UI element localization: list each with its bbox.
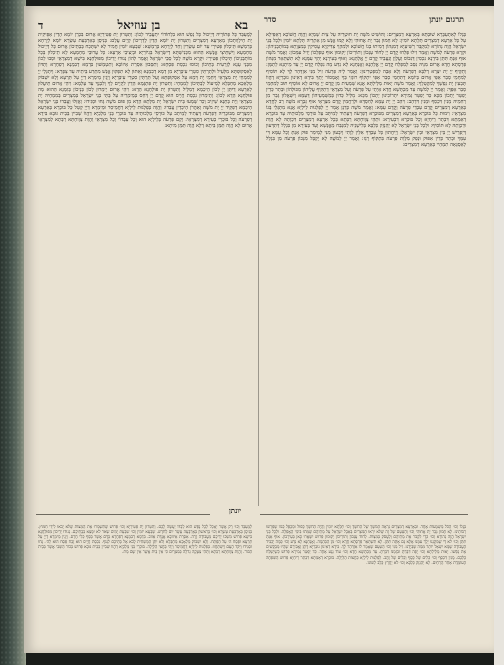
header-author: בן עוזיאל	[117, 18, 161, 32]
header-section: סדר	[264, 14, 277, 24]
book-binding	[0, 0, 26, 665]
commentary-right-column: בְּגָלוֹ וְכוּ׳ הַכֹּל מַשְׁמָעוֹת אֶחָד. וּבְאַרְעָא דְמִצְרַיִם נִרְאֶה הַמֹּשֶׁךְ שֶׁל הַחֹשֶׁךְ וְכוּ׳ תְּלָתָא יוֹמִין וְהָיָה הַחֹשֶׁךְ כָּפוּל וּמְכֻפָּל כְּמוֹ שֶׁפֵּרְשׁוּ רַבּוֹתֵינוּ. לָא חָמוּן גְּבַר יָת אֲחוּהִי וְכוּ׳ וְהַטַּעַם שֶׁל זֶה שֶׁלֹּא יִרְאוּ הַמִּצְרִים בְּאֵבֶל יִשְׂרָאֵל עַל מֵתֵיהֶם שֶׁמֵּתוּ בִּימֵי הָאֲפֵלָה. וּלְכָל בְּנֵי יִשְׂרָאֵל הֲוָה נְהוֹרָא וְכוּ׳ כְּדֵי לִקְבֹּר אֶת מֵתֵיהֶם וְלַעֲסֹק בְּמִצְוֹת. לְחוֹד עָנְכוֹן וְתוֹרֵיכוֹן יְקוּמוּן פֵּרוּשׁ יִשָּׁאֲרוּ כָּאן בְּעֵירָבוֹן. אוּף אַנְתְּ תִּתֵּן וְכוּ׳ לֹא דַּי שֶׁמִּקְנֵנוּ יֵלֵךְ עִמָּנוּ אֶלָּא גַּם אַתָּה תִּתֵּן. לָא תִשְׁתְּאַר פַּרְסָתָא חֲדָא וְכוּ׳ מִן הַבְּהֵמָה. וַאֲנַחְנָא לָא נִדַּע וְכוּ׳ כַּמָּה יַכְבִּיד הָעֲבוֹדָה שֶׁמָּא יִשְׁאַל יוֹתֵר מִמַּה שֶּׁבְּיָדֵנוּ. זִיל מִנִּי וְכוּ׳ הַטַּעַם שֶׁאָמַר לוֹ אִזְדְּהַר לָךְ. בִּידָא דְאִינוּן גוּבְרַיָּא דָּתָן וַאֲבִירָם שֶׁהָיוּ מְבַקְּשִׁים אֶת נַפְשׁוֹ. יָאוּת מַלֵּילְתָּא וְכוּ׳ יָפֶה דִּבַּרְתָּ וּבִזְמַנּוֹ דִּבַּרְתָּ. עַד מַכְתָּשָׁא חֲדָא וְכוּ׳ עוֹד נֶגַע אֶחָד. כַּד יְפַטֵּר גְּמִירָא פֵּרוּשׁ כְּשֶׁיְּשַׁלַּח כֻּלְּכֶם. מָנִין דִּכְסַף וְכוּ׳ כֵּלִים שֶׁל כֶּסֶף וְכֵלִים שֶׁל זָהָב. לְפַלְגוּת לֵילְיָא כַּחֲצוֹת הַלַּיְלָה. בּוּכְרָא דְאַמְתָּא דִּבְתַר רֵיחְיָא פֵּרוּשׁ הַשִּׁפְחָה הָעוֹמֶדֶת אַחַר הָרֵחַיִם. לָא יְהַנְזֵק כַּלְבָּא וְכוּ׳ לֹא יֶחֱרַץ כֶּלֶב לְשׁוֹנוֹ.	[266, 524, 466, 565]
header-book: בא	[234, 18, 248, 32]
running-header-left	[38, 18, 248, 33]
page-number: ד	[38, 19, 44, 32]
commentary-left-column: לְמֶעְבַּד וְכוּ׳ רַק אֲשֶׁר יֵאָכֵל לְכָל נֶפֶשׁ הוּא לְבַדּוֹ יֵעָשֶׂה לָכֶם. וְתִטְּרוּן יָת פַּטִּירַיָּא וְכוּ׳ פֵּרוּשׁ שֶׁתִּשְׁמְרוּ אֶת הַמַּצּוֹת שֶׁלֹּא יָבֹאוּ לִידֵי חִמּוּץ. בְּנִיסָן בְּאַרְבְּעַת עַשְׂרָא וְכוּ׳ בָּרִאשׁוֹן בְּאַרְבָּעָה עָשָׂר יוֹם לַחֹדֶשׁ. שַׁבְעָא יוֹמִין וְכוּ׳ שִׁבְעַת יָמִים שְׂאֹר לֹא יִמָּצֵא בְּבָתֵּיכֶם. נְגוּדוּ יְדֵיכוֹן מִפּוּלְחָנָא בִּישָׁא פֵּרוּשׁ מִשְׁכוּ יְדֵיכֶם מֵעֲבוֹדָה זָרָה. אִסְרַת אֵיזוֹבָא אֲגֻדַּת אֵזוֹב. בִּדְמָא דְבִמָנָא דְפַחָרָא בַּדָּם אֲשֶׁר בַּסַּף כְּלִי חֶרֶס. וְיָגֵין מֵימְרָא דַיְיָ עַל תַּרְעָא וּפָסַח ה׳ עַל הַפֶּתַח. וְלָא יִשְׁבּוֹק מַלְאָכָא מְחַבְּלָא וְלֹא יִתֵּן הַמַּשְׁחִית לָבֹא אֶל בָּתֵּיכֶם לִנְגֹּף. נִכְסַת חֲיָיס הוּא זֶבַח פֶּסַח הוּא לַה׳. גָּחוּ וּסְגִידוּ וַיִּקֹּד הָעָם וַיִּשְׁתַּחֲווּ. בְּפַלְגוּת לֵילְיָא דַחֲמֵיסַר וַיְהִי בַּחֲצִי הַלַּיְלָה. בּוּכְרֵי בְּנֵי מַלְכַיָּא דַהֲווֹ שְׁבִיין בְּבֵית גּוּבָא פֵּרוּשׁ בְּכוֹר הַשְּׁבִי אֲשֶׁר בְּבֵית הַבּוֹר. וַהֲוַת צְוָוחְתָּא רַבְּתָא וַתְּהִי צְעָקָה גְדֹלָה בְּמִצְרַיִם כִּי אֵין בַּיִת אֲשֶׁר אֵין שָׁם מֵת.	[38, 524, 252, 555]
page-edge	[494, 0, 504, 665]
targum-text-right-column: בְּגָלוֹ לְאִתְעַבָּרָא שׁוּבְתָּא בְּאַרְעָא דְמִצְרַיִם: וְהוּשִׁיט מֹשֶׁה יָת חוּטְרֵיהּ עַל צֵית שְׁמַיָּא וַהֲוָה חֲשׁוֹכָא דְאַפֵּילָא עַל כָּל אַרְעָא דְמִצְרַיִם תְּלָתָא יוֹמִין: לָא חָמוּן גְּבַר יָת אֲחוּהִי וְלָא קָמוּ אֱנָשׁ מִן אַתְרֵיהּ תְּלָתָא יוֹמִין וּלְכָל בְּנֵי יִשְׂרָאֵל הֲוָה נְהוֹרָא לְמִקְבַּר רַשִׁיעַיָּא דְמִנְּהוֹן דְמִיתוּ בְגוֹ חֲשׁוֹכָא וּלְמִהְוֵי צַדִּיקַיָּא עֲסִיקִין בְּמִצְוָתָא בְּמוֹתְבָנֵיהוֹן: וּקְרָא פַרְעֹה לְמֹשֶׁה וַאֲמַר זִילוּ פְּלַחוּ קֳדָם יְיָ לְחוֹד עָנְכוֹן וְתוֹרֵיכוֹן יְקוּמוּן אוּף טַפְלְכוֹן יֵזִיל עִמְּכוֹן: וַאֲמַר מֹשֶׁה אוּף אַנְתְּ תִּתֵּן בִּידָנָא נִכְסִין דְּנִכּוֹס וַעֲלָוָן וְנַעֲבֵיד קֳדָם יְיָ אֱלָהָנָא: וְאוּף בְּעִירָנָא יְהַךְ עִמָּנָא לָא תִשְׁתְּאַר מִנְּהוֹן פַּרְסָתָא חֲדָא אֲרוּם מִנֵּיהּ נִסַּב לְמִפְלַח קֳדָם יְיָ אֱלָהָנָא וַאֲנַחְנָא לָא נִדַּע מָה נִפְלַח קֳדָם יְיָ עַד מֵיתָנָא לְתַמָּן: וְתַקֵּיף יְיָ יָת יִצְרָא דְלִבָּא דְפַרְעֹה וְלָא אָבָה לְמִפְטְרִינוּן: וַאֲמַר לֵיהּ פַּרְעֹה זִיל מִנִּי אִזְדְּהַר לָךְ לָא תּוֹסִיף לְמִחְמֵי סְבַר אַפַּי אֲרוּם בְּיוֹמָא דְתִחְמֵי סְבַר אַפַּי יִתְקוֹף רוּגְזִי בָּךְ וְאֶמְסוֹר יָתָךְ בִּידָא דְאִינוּן גוּבְרַיָּא דְהֲווֹ תָּבְעִין יָת נַפְשָׁךְ לְמִקְטְלָךְ: וַאֲמַר מֹשֶׁה יָאוּת מַלֵּילְתָּא אֲנָא שְׁמַעִית מִן קֳדָם יְיָ אֲרוּם לָא אוֹסֵיף תּוּב לְמִחְמֵי סְבַר אַפָּךְ: וַאֲמַר יְיָ לְמֹשֶׁה עַד מַכְתָּשָׁא חֲדָא אַיְתֵי עַל פַּרְעֹה וְעַל מִצְרָאֵי דְתַקִּיף עֲלֵיהוֹן מִכּוּלְהוֹן וּבָתַר כְּדֵין יְפַטֵּר יָתְכוֹן מִכָּא כַּד יְפַטֵּר גְּמִירָא יִתְרוֹכִינוּן יָתְכוֹן מִכָּא: מַלֵּיל כְּדוּן בְּמַשְׁמְעֵיהוֹן דְּעַמָּא וְיִשְׁאֲלוּן גְּבַר מִן רְחִמֵיהּ מָנִין דִּכְסַף וּמָנִין דִּדְהַב: וִיהַב יְיָ יָת עַמָּא לְחִסְדָּא וּלְרַחֲמִין קֳדָם מִצְרָאֵי אוּף גַּבְרָא מֹשֶׁה רַב לַחֲדָא בְּאַרְעָא דְמִצְרַיִם קֳדָם עַבְדֵי פַרְעֹה וְקֳדָם עַמָּא: וַאֲמַר מֹשֶׁה כְּדְנָן אֲמַר יְיָ לְפַלְגוּת לֵילְיָא אֲנָא מִתְגְּלֵי בְּגוֹ מִצְרָאֵי: וִימוּת כָּל בּוּכְרָא בְּאַרְעָא דְמִצְרַיִם מִבּוּכְרָא דְפַרְעֹה דְּעָתִיד לְמִיתַּב עַל כּוּרְסֵי מַלְכוּתֵיהּ עַד בּוּכְרָא דְאַמְתָּא דִּבְתַר רֵיחְיָא וְכָל בּוּכְרָא דִבְעִירָא: וּתְהֵי צְוָוחְתָּא רַבְּתָא בְּכָל אַרְעָא דְמִצְרַיִם דִּכְוָתַהּ לָא הֲוַת וּדְכְוָתַהּ לָא תּוֹסִיף: וּלְכָל בְּנֵי יִשְׂרָאֵל לָא יְהַנְזֵק כַּלְבָּא בְּלִישָׁנֵיהּ לְמִנְבַּח מֵאֱנָשָׁא וְעַד בְּעִירָא מִן בִּגְלַל דְּתִדְּעוּן דְּיַפְרֵישׁ יְיָ בֵּין מִצְרָאֵי וּבֵין יִשְׂרָאֵל: וְיֵיחֲתוּן כָּל עַבְדָּךְ אִלֵּין לְוָתִי וְיִבְעוּן מִנִּי לְמֵימַר פּוּק אַנְתְּ וְכָל עַמָּא דִּי עִמָּךְ וּבָתַר כְּדֵין אִפּוּק וּנְפַק מִלְּוַת פַּרְעֹה בִּתְקוֹף רְגַז: וַאֲמַר יְיָ לְמֹשֶׁה לָא יְקַבֵּל מִנְּכוֹן פַּרְעֹה מִן בִּגְלַל לְאַסְגָּאָה תִמְהַיי בְּאַרְעָא דְמִצְרַיִם:	[266, 32, 466, 148]
header-title: תרגום יונתן	[429, 14, 464, 24]
column-divider	[258, 30, 259, 512]
running-header-right	[264, 14, 464, 24]
commentary-heading: יונתן	[210, 506, 260, 515]
targum-text-left-column: לְמֶעְבַּד כָּל פְּתוֹרֵיהּ דְּיֵיכוּל כָּל נְפַשׁ הוּא בִלְחוֹדוֹי יִתְעֲבֵיד לְכוֹן: וְתִטְּרוּן יָת פַּטִּירַיָּא אֲרוּם בִּכְרַן יוֹמָא הָדֵין אַפֵּיקִית יָת חֵילְוָותְכוֹן מֵאַרְעָא דְמִצְרַיִם וְתִטְּרוּן יָת יוֹמָא הָדֵין לְדָרֵיכוֹן קְיָים עֲלָם: בְּנִיסָן בְּאַרְבְּעַת עַשְׂרָא יוֹמָא לְיַרְחָא בְּרַמְשָׁא תֵּיכְלוּן פַּטִּירֵי עַד יוֹם עַשְׂרִין וְחַד לְיַרְחָא בְּרַמְשָׁא: שַׁבְעָא יוֹמִין חֲמִיר לָא יִשְׁתְּכַח בְּבָתֵּיכוֹן אֲרוּם כָּל דְּיֵיכוּל מַחְמְעָא וְיִשְׁתֵּיצֵי אֱנָשָׁא הַהוּא מִכְּנִישְׁתָּא דְיִשְׂרָאֵל בְּגִיּוֹרַיָּא וּבְיַצִּיבֵי אַרְעָא: כָּל עֲרוּבֵי מַחְמְעָא לָא תֵיכְלוּן בְּכָל מוֹתְבָנֵיכוֹן תֵּיכְלוּן פַּטִּירֵי: וּקְרָא מֹשֶׁה לְכָל סָבֵי יִשְׂרָאֵל וַאֲמַר לְהוֹן נְגוּדוּ יְדֵיכוֹן מִפּוּלְחָנָא בִּישָׁא דְמִצְרָאֵי וּסְבוּ לְכוֹן מִבְּנֵי עָנָא לְזַרְעִית בָּתֵּיכוֹן וְכוּסוּ נִכְסַת פִּסְחָא: וְתִסְּבוּן אִסְרַת אֵיזוֹבָא וְתִטְמְשׁוּן בִּדְמָא דְבִמָנָא דְפַחָרָא וְתַדּוֹן לְאִסְקוּפְתָּא מִלְּעֵיל וּלְתַרְתֵּין סִטְרֵי עִיבָּרַיָּא מִן דְמָא דְבִמָנָא וְאַתּוּן לָא תִפְקוּן אֱנַשׁ מִתְּרַע בֵּיתֵיהּ עַד צַפְרָא: וְיִתְגְּלֵי יְיָ לְמִמְחֵי יָת מִצְרָאֵי וְיִחְמֵי יָת דְּמָא עַל אִסְקוּפְתָּא וְעַל תַּרְתֵּין סִטְרֵי עִיבָּרַיָּא וְיָגֵין מֵימְרָא דַיְיָ עַל תַּרְעָא וְלָא יִשְׁבּוֹק מַלְאָכָא מְחַבְּלָא לְמֵיעוֹל לְבָתֵּיכוֹן לְמִמְחֵי: וְתִטְּרוּן יָת פִּתְגָּמָא הָדֵין לִקְיָים לָךְ וְלִבְנָךְ עַד עָלְמָא: וִיהֵי אֲרוּם תֵּיעֲלוּן לְאַרְעָא דְיִתֵּן יְיָ לְכוֹן הֵיכְמָא דְמַלֵּיל וְתִטְּרוּן יָת פּוּלְחָנָא הָדָא: וִיהֵי אֲרוּם יֵימְרוּן לְכוֹן בְּנֵיכוֹן בְּזִמְנָא הַהוּא מָה פּוּלְחָנָא הָדָא לְכוֹן: וְתֵימְרוּן נִכְסַת חֲיָיס הוּא קֳדָם יְיָ דְּחַס בְּמֵימְרֵיהּ עַל בָּתֵּי בְנֵי יִשְׂרָאֵל בְּמִצְרַיִם בְּמִמְחֵיהּ יָת מִצְרָאֵי וְיָת בָּתָּנָא שֵׁיזֵיב וְכַד שָׁמְעוּ בֵּית יִשְׂרָאֵל יָת מִלְּתָא הָדָא מִן פּוּם מֹשֶׁה גָּחוּ וּסְגִידוּ: וַאֲזַלוּ וַעֲבַדוּ בְּנֵי יִשְׂרָאֵל הֵיכְמָא דְפַקֵּיד יְיָ יָת מֹשֶׁה וְאַהֲרֹן הֵיכְדֵין עֲבַדוּ: וַהֲוָה בְּפַלְגוּת לֵילְיָא דַחֲמֵיסַר וּמֵימְרָא דַיְיָ קָטַל כָּל בּוּכְרָא בְּאַרְעָא דְמִצְרַיִם מִבּוּכְרֵיהּ דְּפַרְעֹה דְּעָתִיד לְמֵיתַב עַל כּוּרְסֵי מַלְכוּתֵיהּ עַד בּוּכְרֵי בְּנֵי מַלְכַיָּא דַהֲווֹ שְׁבִיין בְּבֵית גּוּבָא בִּידָא דְפַרְעֹה וְכָל בּוּכְרֵי בְעִירָא דְמִצְרָאֵי: וְקָם פַּרְעֹה בְּלֵילְיָא הוּא וְכָל עַבְדוֹי וְכָל מִצְרָאֵי וַהֲוַת צְוָוחְתָּא רַבְּתָא לְמִצְרָאֵי אֲרוּם לָא הֲוָה תַּמָּן בֵּיתָא דְלָא הֲוָה תַּמָּן מִיתָא:	[38, 32, 252, 130]
